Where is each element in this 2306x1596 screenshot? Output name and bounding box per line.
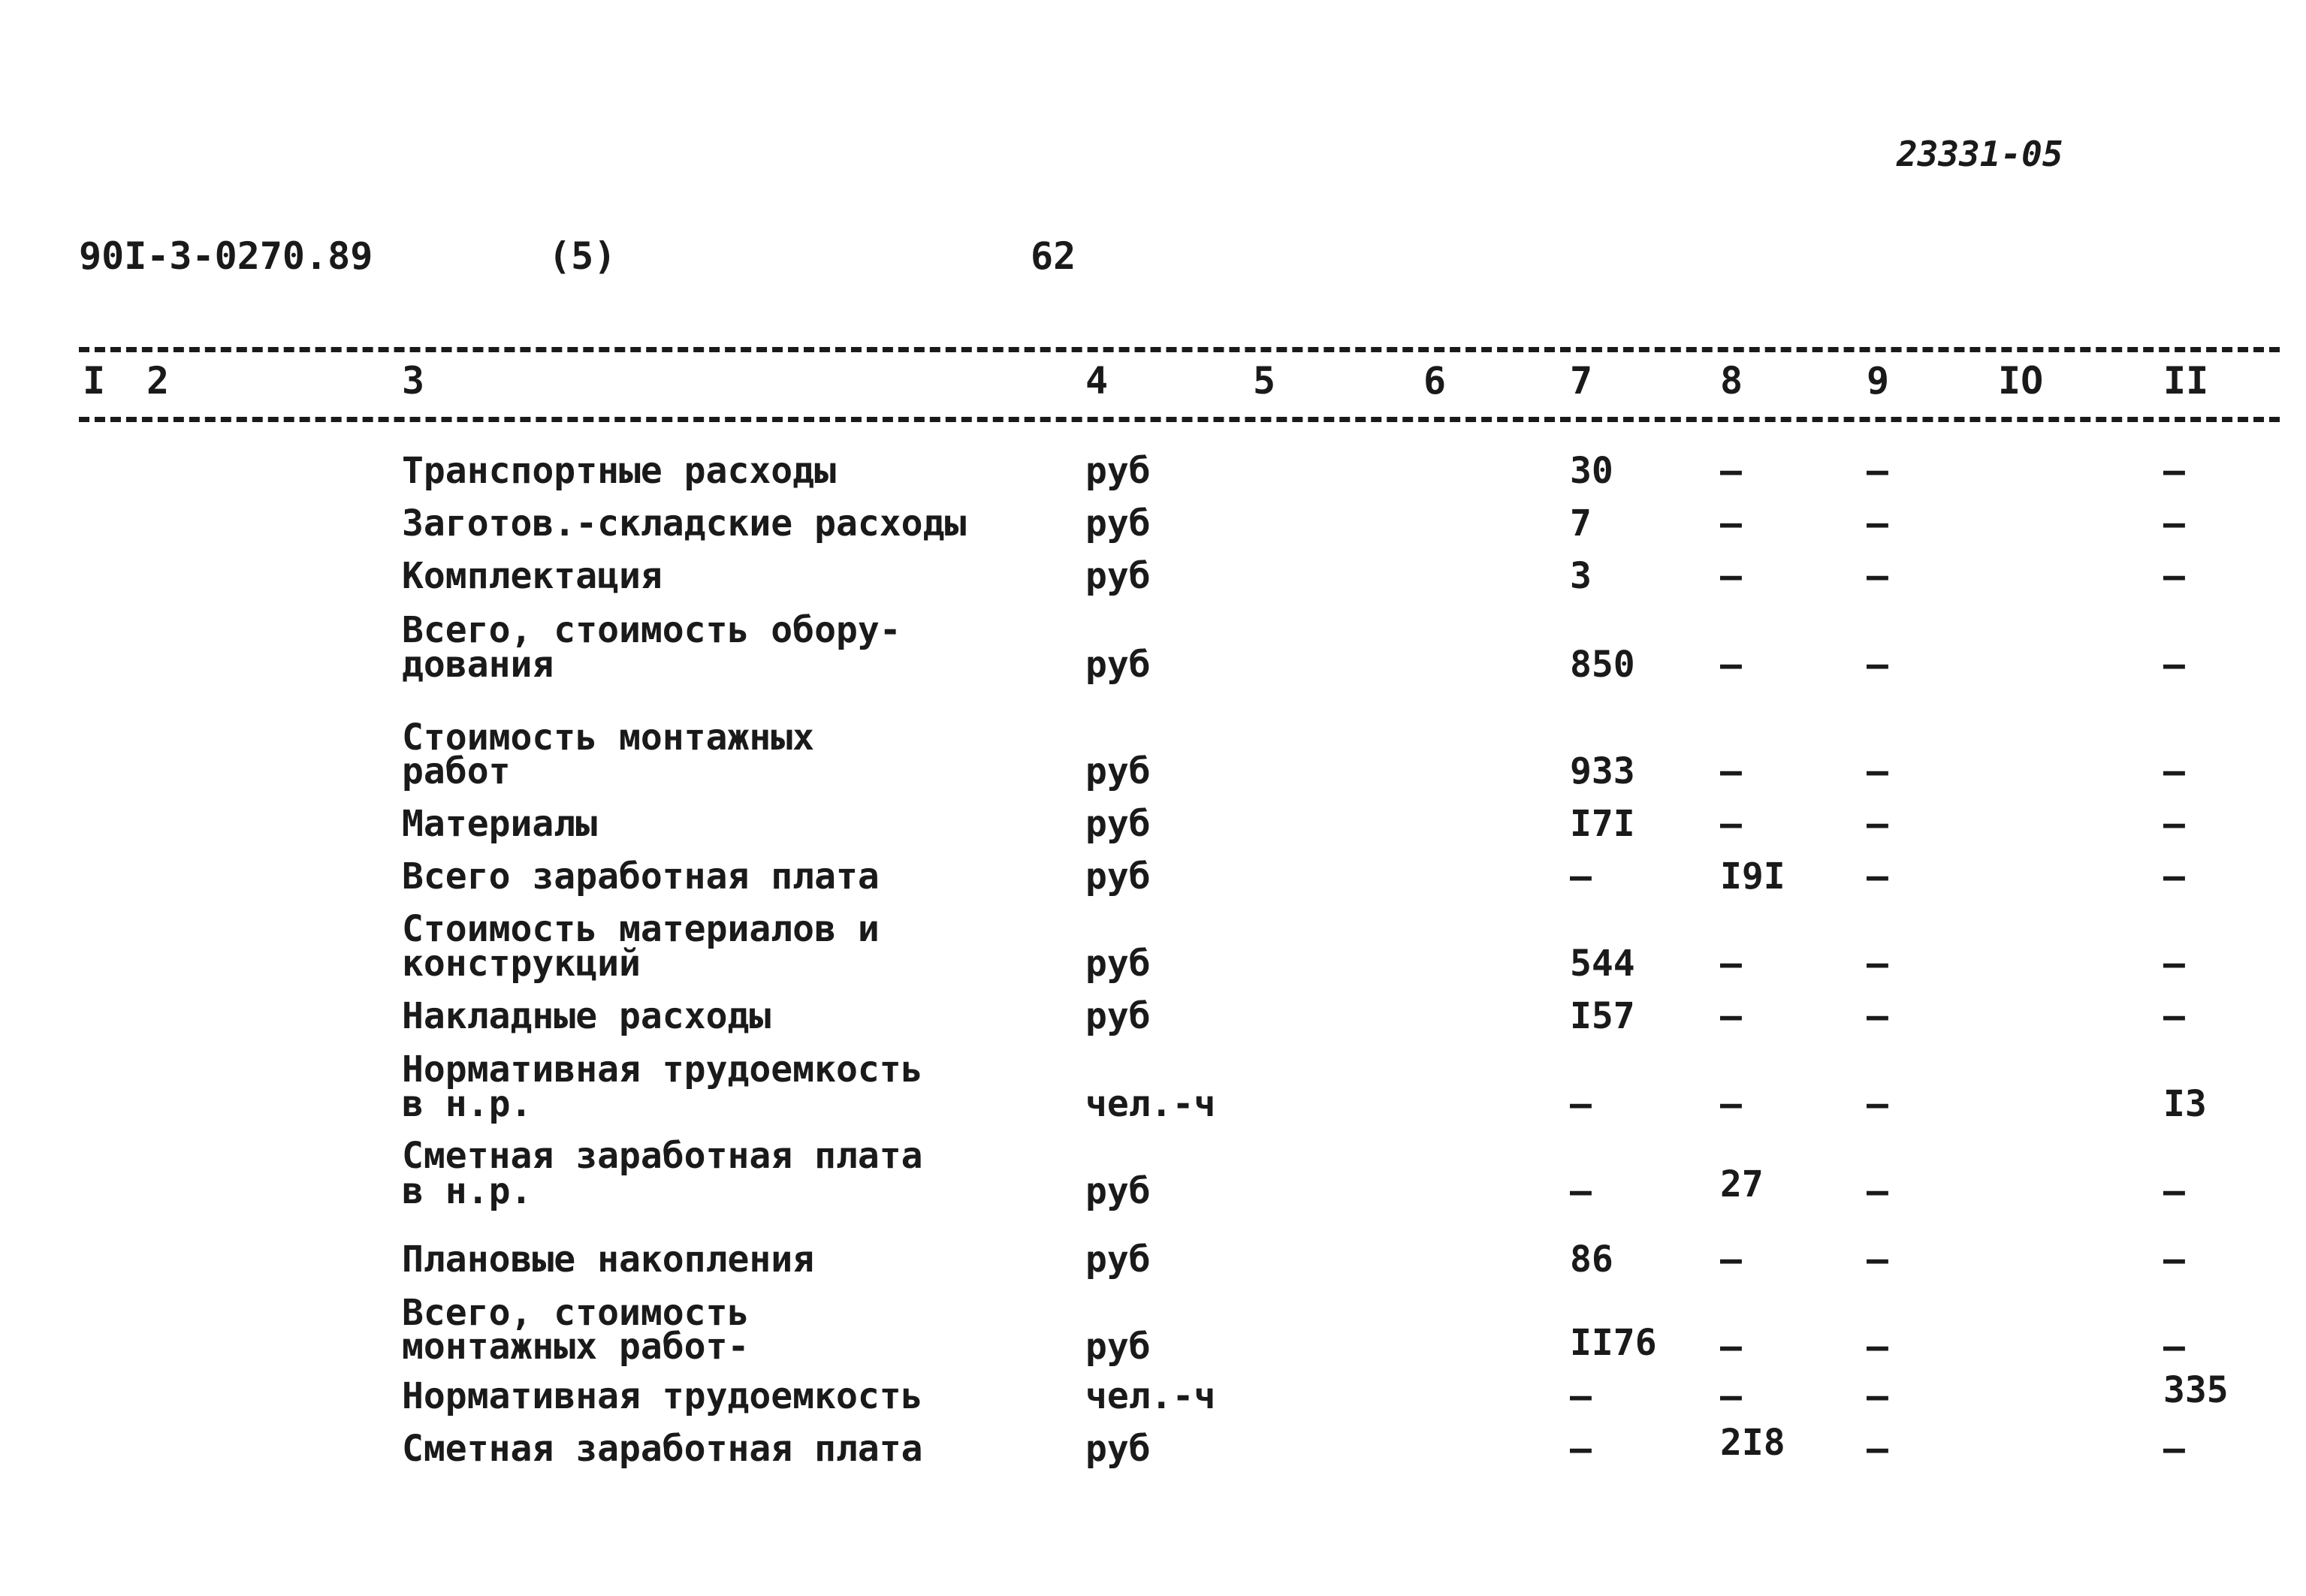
row-col8: – [1720,502,1742,545]
row-col9: – [1867,502,1888,545]
row-col9: – [1867,450,1888,492]
table-row [0,502,2306,545]
row-name: Материалы [402,803,598,845]
row-col7: I57 [1570,995,1635,1037]
table-row [0,1048,2306,1125]
row-name: Всего, стоимость обору- [402,609,901,651]
row-col8: – [1720,1375,1742,1417]
row-col9: – [1867,1428,1888,1470]
row-name-cont: работ [402,750,511,792]
col-6-header: 6 [1423,359,1447,403]
section-number: (5) [548,234,617,278]
col-1-header: I [83,359,106,403]
row-col8: – [1720,803,1742,845]
row-unit: руб [1085,1170,1151,1212]
table-row [0,995,2306,1037]
row-col11: – [2163,644,2185,686]
row-col7: I7I [1570,803,1635,845]
row-unit: чел.-ч [1085,1375,1216,1417]
row-name: Комплектация [402,555,663,597]
table-row [0,855,2306,898]
header-top-rule [79,347,2280,352]
row-col8: – [1720,750,1742,792]
row-col7: – [1570,855,1592,898]
row-col7: 7 [1570,502,1592,545]
row-unit: руб [1085,750,1151,792]
row-col11: – [2163,555,2185,597]
table-row [0,450,2306,492]
row-col8: 2I8 [1720,1422,1785,1464]
row-col9: – [1867,943,1888,985]
row-col8: – [1720,1326,1742,1368]
row-unit: руб [1085,450,1151,492]
col-4-header: 4 [1085,359,1109,403]
row-col11: – [2163,803,2185,845]
row-unit: руб [1085,855,1151,898]
col-5-header: 5 [1253,359,1276,403]
row-unit: руб [1085,1326,1151,1368]
inventory-number: 23331-05 [1897,134,2063,174]
row-col9: – [1867,750,1888,792]
table-row [0,1422,2306,1470]
row-name: Сметная заработная плата [402,1135,923,1177]
row-unit: руб [1085,1238,1151,1281]
row-name: Нормативная трудоемкость [402,1048,923,1091]
row-name-cont: конструкций [402,943,641,985]
row-col7: 544 [1570,943,1635,985]
col-10-header: IO [1998,359,2044,403]
row-col7: – [1570,1428,1592,1470]
table-row [0,1135,2306,1212]
row-name: Накладные расходы [402,995,771,1037]
row-col11: – [2163,450,2185,492]
row-col11: – [2163,855,2185,898]
row-col8: – [1720,1238,1742,1281]
row-name: Транспортные расходы [402,450,836,492]
row-col9: – [1867,855,1888,898]
row-col7: – [1570,1375,1592,1417]
row-col9: – [1867,1238,1888,1281]
table-row [0,908,2306,985]
row-col9: – [1867,803,1888,845]
row-name: Нормативная трудоемкость [402,1375,923,1417]
row-unit: руб [1085,555,1151,597]
row-unit: чел.-ч [1085,1083,1216,1125]
row-col8: – [1720,644,1742,686]
row-unit: руб [1085,644,1151,686]
row-unit: руб [1085,943,1151,985]
row-col8: – [1720,450,1742,492]
row-col8: – [1720,943,1742,985]
row-col9: – [1867,1083,1888,1125]
header-bottom-rule [79,417,2280,422]
row-unit: руб [1085,1428,1151,1470]
row-col7: – [1570,1083,1592,1125]
row-col9: – [1867,1170,1888,1212]
table-row [0,555,2306,597]
row-col8: – [1720,995,1742,1037]
row-col11: – [2163,502,2185,545]
row-col11: – [2163,1326,2185,1368]
row-unit: руб [1085,803,1151,845]
page-number: 62 [1031,234,1076,278]
row-col7: II76 [1570,1322,1657,1364]
row-unit: руб [1085,995,1151,1037]
row-col8: I9I [1720,855,1785,898]
col-2-header: 2 [146,359,170,403]
row-col11: – [2163,1170,2185,1212]
row-col11: – [2163,995,2185,1037]
row-col7: 86 [1570,1238,1613,1281]
row-name: Стоимость материалов и [402,908,880,950]
row-col8: – [1720,1083,1742,1125]
table-row [0,1369,2306,1417]
row-name-cont: монтажных работ- [402,1326,750,1368]
row-col11: – [2163,1238,2185,1281]
row-col9: – [1867,995,1888,1037]
col-9-header: 9 [1867,359,1890,403]
table-row [0,1292,2306,1368]
row-name: Всего заработная плата [402,855,880,898]
row-col9: – [1867,644,1888,686]
row-col7: 933 [1570,750,1635,792]
row-unit: руб [1085,502,1151,545]
row-name-cont: в н.р. [402,1170,533,1212]
row-col11: – [2163,1428,2185,1470]
row-col9: – [1867,1375,1888,1417]
row-name: Плановые накопления [402,1238,815,1281]
row-col11: 335 [2163,1369,2229,1411]
row-name: Сметная заработная плата [402,1428,923,1470]
col-7-header: 7 [1570,359,1593,403]
row-name: Заготов.-складские расходы [402,502,967,545]
document-code: 90I-3-0270.89 [79,234,373,278]
table-row [0,803,2306,845]
col-8-header: 8 [1720,359,1743,403]
row-name: Стоимость монтажных [402,717,815,759]
row-col7: 850 [1570,644,1635,686]
row-col7: 30 [1570,450,1613,492]
col-11-header: II [2163,359,2209,403]
row-col9: – [1867,1326,1888,1368]
row-name-cont: дования [402,644,554,686]
col-3-header: 3 [402,359,425,403]
row-name-cont: в н.р. [402,1083,533,1125]
row-col7: 3 [1570,555,1592,597]
table-row [0,609,2306,686]
row-col8: 27 [1720,1163,1764,1205]
row-col11: – [2163,943,2185,985]
row-col11: I3 [2163,1083,2207,1125]
row-name: Всего, стоимость [402,1292,750,1334]
row-col9: – [1867,555,1888,597]
row-col7: – [1570,1170,1592,1212]
row-col8: – [1720,555,1742,597]
row-col11: – [2163,750,2185,792]
